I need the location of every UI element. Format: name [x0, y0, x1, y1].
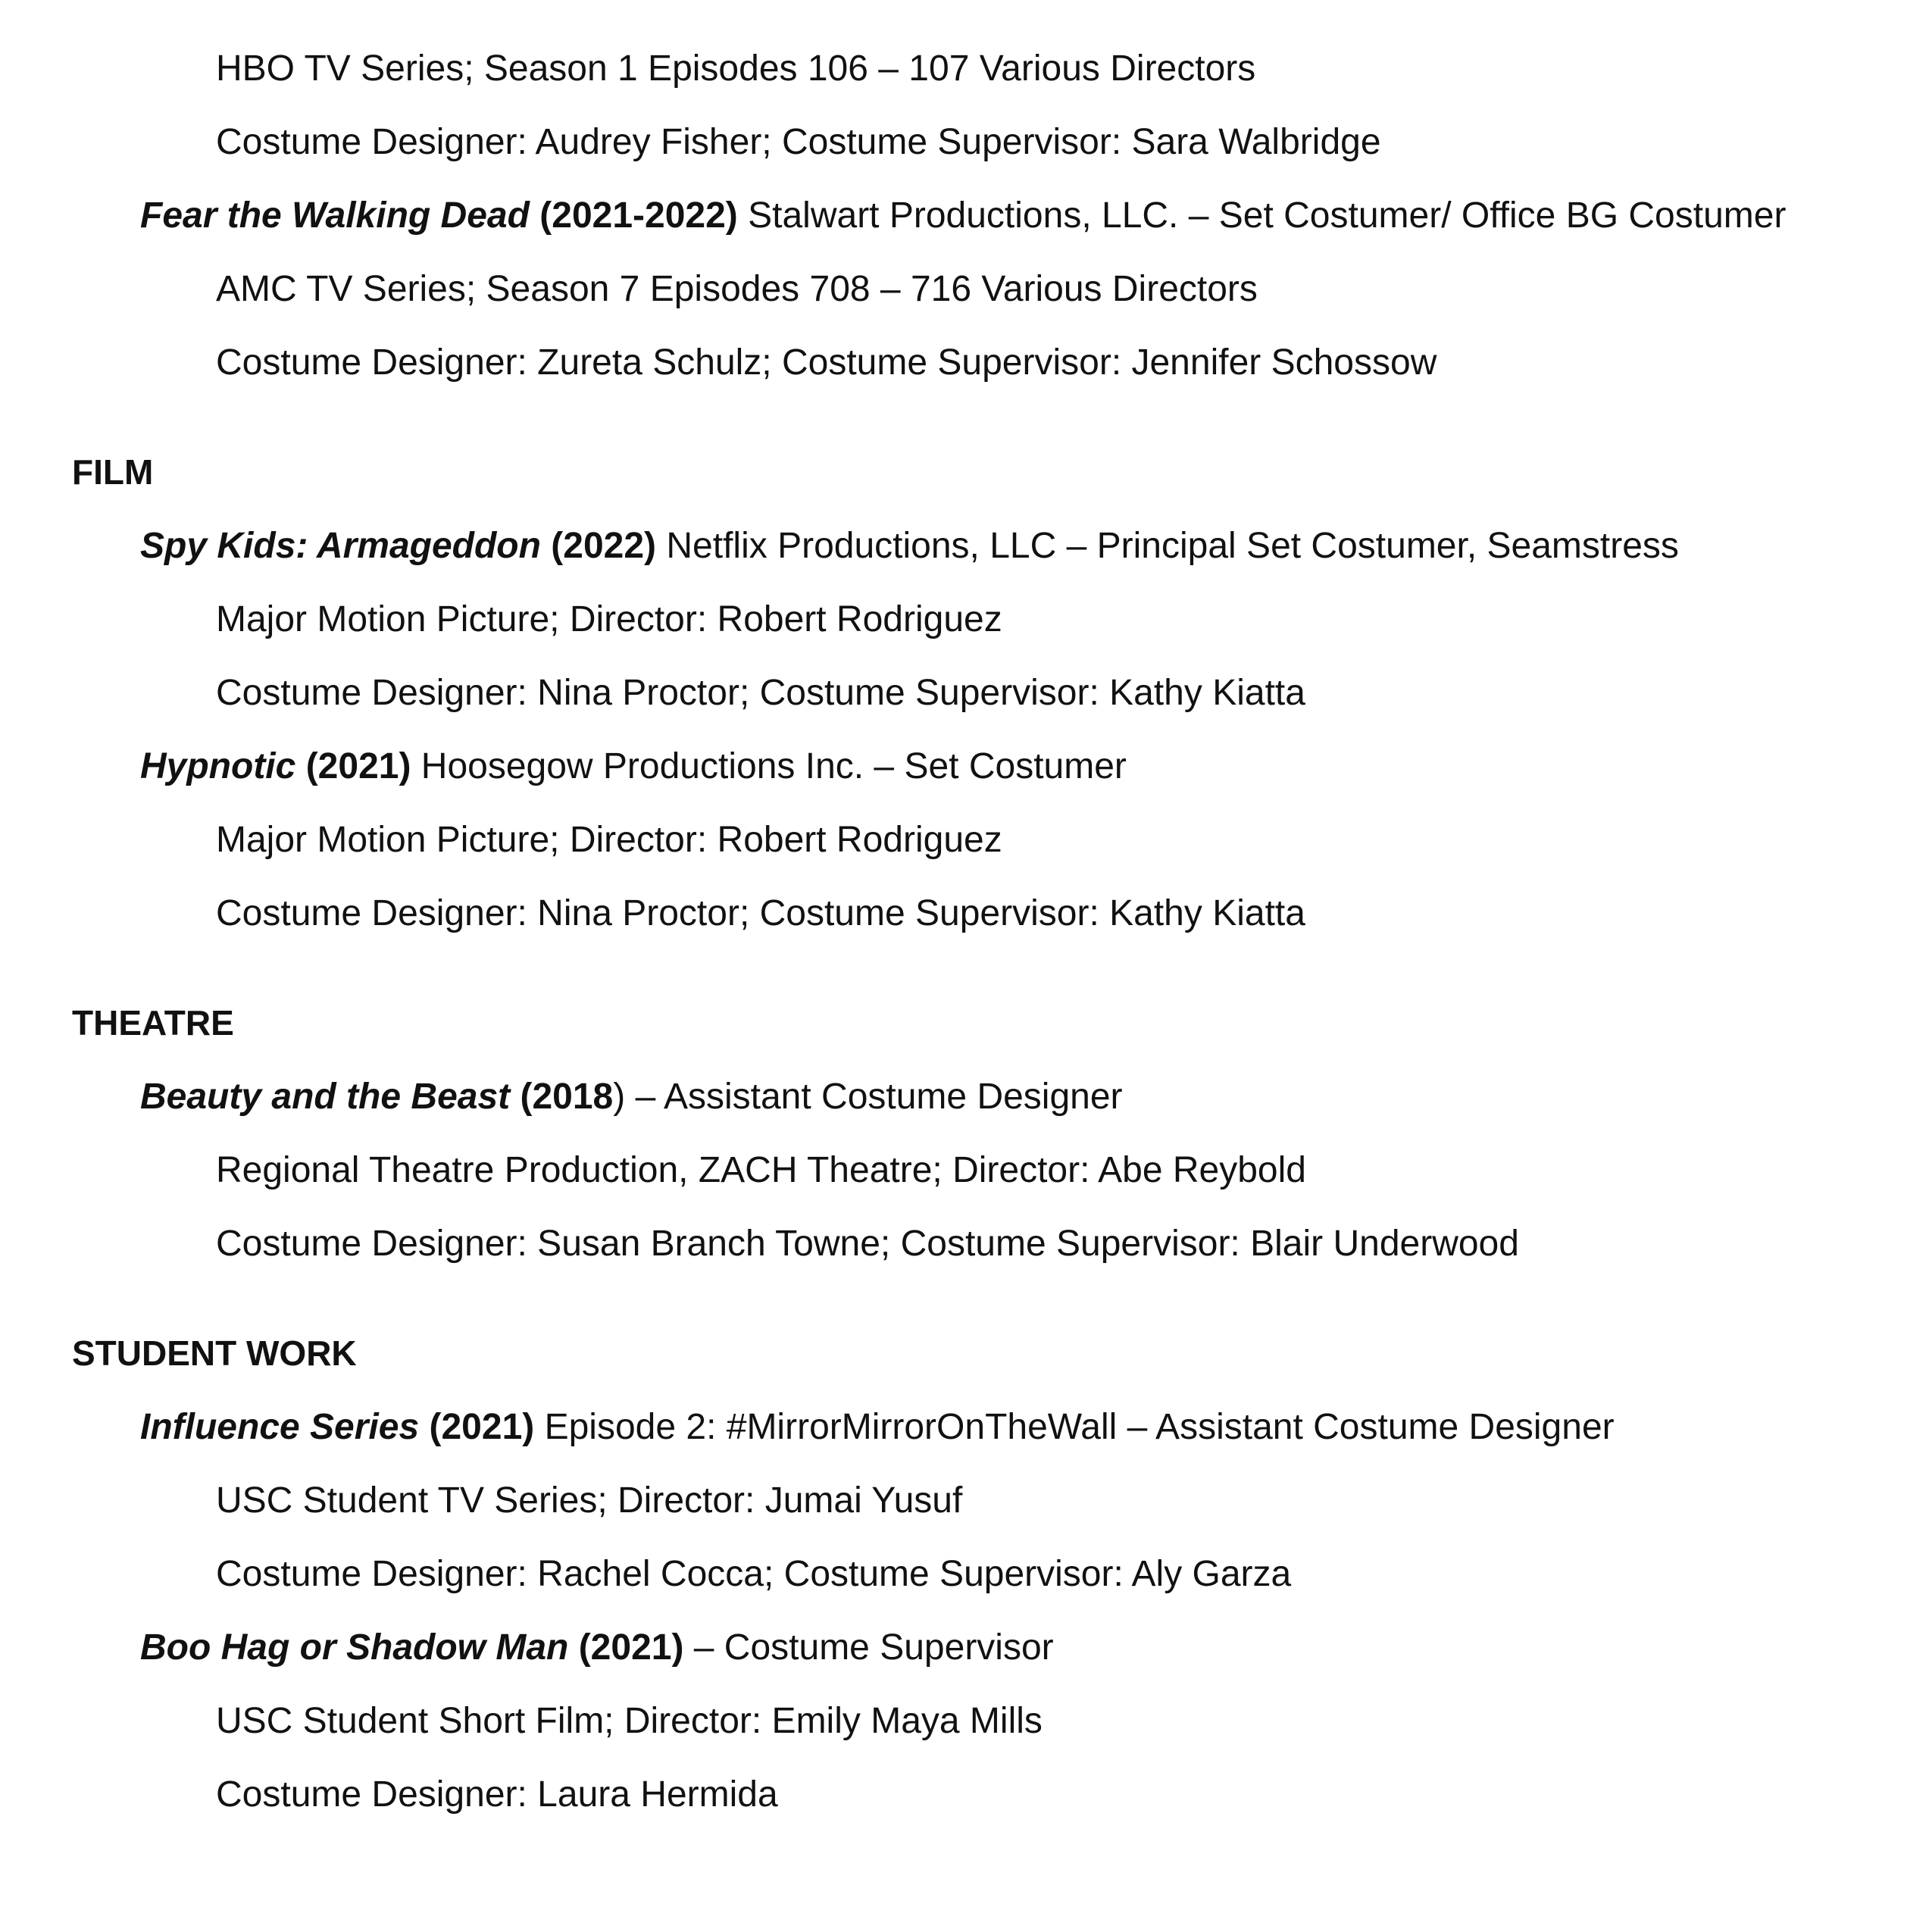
entry-detail-line: Regional Theatre Production, ZACH Theatre; Director: Abe Reybold — [216, 1150, 1306, 1190]
entry-detail-line: USC Student TV Series; Director: Jumai Yusuf — [216, 1480, 963, 1521]
entry-role: Episode 2: #MirrorMirrorOnTheWall – Assistant Costume Designer — [534, 1407, 1615, 1447]
section-gap — [0, 950, 1932, 986]
entry-title-line — [0, 1060, 1932, 1133]
cut-off-top-line — [409, 0, 530, 5]
entry-year: (2021) — [429, 1407, 535, 1447]
entry-detail-line: AMC TV Series; Season 7 Episodes 708 – 716 Various Directors — [216, 269, 1258, 309]
entry-role: ) – Assistant Costume Designer — [613, 1077, 1123, 1117]
resume-entries — [0, 32, 1932, 1831]
entry-role: Netflix Productions, LLC – Principal Set Costumer, Seamstress — [656, 526, 1679, 566]
entry-role: Hoosegow Productions Inc. – Set Costumer — [411, 746, 1127, 786]
entry-detail-line: HBO TV Series; Season 1 Episodes 106 – 107 Various Directors — [216, 48, 1256, 89]
entry-year: (2021) — [578, 1627, 684, 1668]
section-heading-theatre: THEATRE — [72, 1003, 234, 1043]
entry-credits-line: Costume Designer: Rachel Cocca; Costume Supervisor: Aly Garza — [216, 1554, 1292, 1594]
section-heading-student-work: STUDENT WORK — [72, 1333, 357, 1373]
entry-title: Beauty and the Beast — [140, 1077, 511, 1117]
entry-detail-line: Major Motion Picture; Director: Robert Rodriguez — [216, 820, 1002, 860]
entry-credits-line: Costume Designer: Laura Hermida — [216, 1774, 778, 1815]
entry-title-line — [0, 1390, 1932, 1464]
entry-title-line — [0, 179, 1932, 252]
entry-title-line — [0, 730, 1932, 803]
entry-credits-line: Costume Designer: Zureta Schulz; Costume Supervisor: Jennifer Schossow — [216, 342, 1437, 383]
entry-credits-line: Costume Designer: Nina Proctor; Costume Supervisor: Kathy Kiatta — [216, 673, 1305, 713]
entry-credits-line: Costume Designer: Audrey Fisher; Costume Supervisor: Sara Walbridge — [216, 122, 1381, 162]
section-gap — [0, 399, 1932, 436]
entry-year: (2022) — [551, 526, 657, 566]
entry-title: Influence Series — [140, 1407, 420, 1447]
entry-role: – Costume Supervisor — [683, 1627, 1054, 1668]
entry-year: (2021-2022) — [539, 195, 738, 236]
entry-role: Stalwart Productions, LLC. – Set Costumer/ Office BG Costumer — [737, 195, 1787, 236]
entry-credits-line: Costume Designer: Susan Branch Towne; Costume Supervisor: Blair Underwood — [216, 1224, 1519, 1264]
entry-title: Fear the Walking Dead — [140, 195, 530, 236]
entry-year: (2021) — [305, 746, 411, 786]
section-heading-film: FILM — [72, 452, 154, 492]
entry-title: Spy Kids: Armageddon — [140, 526, 541, 566]
entry-detail-line: USC Student Short Film; Director: Emily Maya Mills — [216, 1701, 1043, 1741]
entry-title: Boo Hag or Shadow Man — [140, 1627, 569, 1668]
entry-credits-line: Costume Designer: Nina Proctor; Costume Supervisor: Kathy Kiatta — [216, 893, 1305, 933]
entry-year: (2018 — [520, 1077, 614, 1117]
entry-title-line — [0, 509, 1932, 583]
entry-detail-line: Major Motion Picture; Director: Robert Rodriguez — [216, 599, 1002, 639]
section-gap — [0, 1280, 1932, 1317]
entry-title: Hypnotic — [140, 746, 296, 786]
entry-title-line — [0, 1611, 1932, 1684]
